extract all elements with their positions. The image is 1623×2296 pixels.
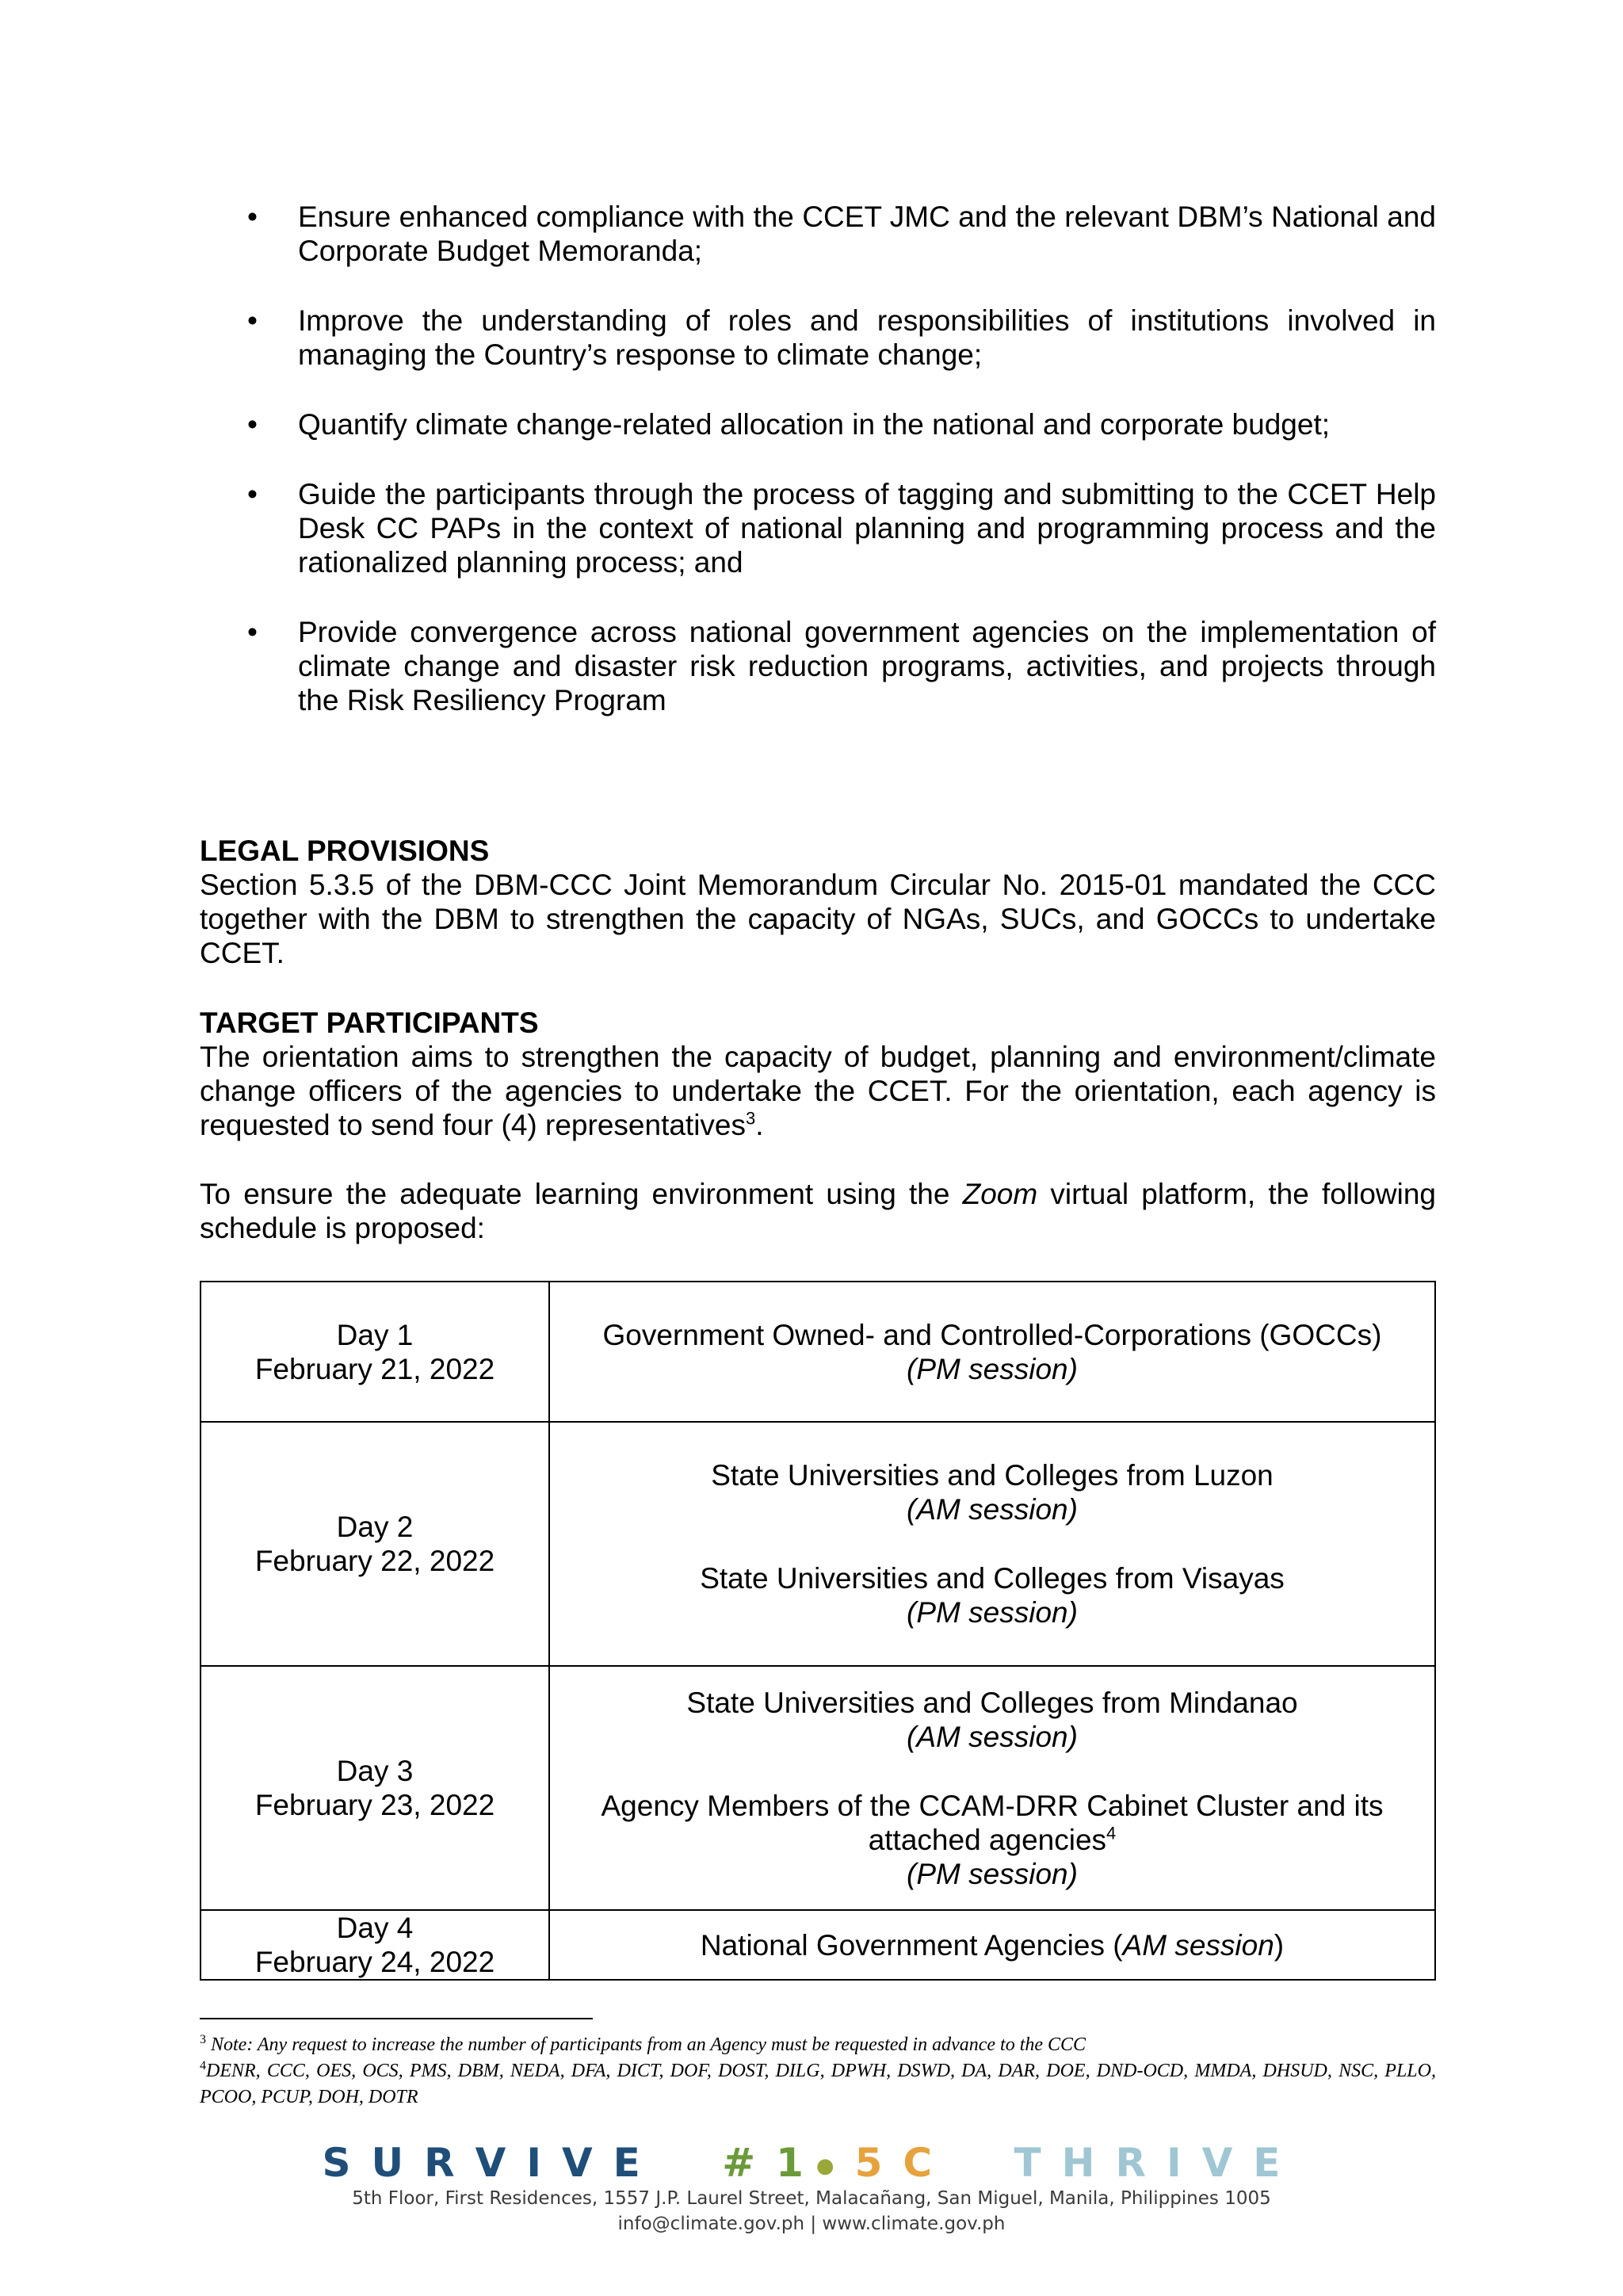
footer-contact: info@climate.gov.ph | www.climate.gov.ph xyxy=(617,2214,1006,2234)
list-item: • Provide convergence across national government agencies on the implementation of climate change and disaster risk reduction programs, activities, and projects through the Risk Resiliency Program xyxy=(247,616,1436,716)
legal-provisions-section xyxy=(200,834,1436,970)
footnote-4: $^4$DENR, CCC, OES, OCS, PMS, DBM, NEDA, DFA, DICT, DOF, DOST, DILG, DPWH, DSWD, DA, DAR, DOE, DND-OCD, MMDA, DHSUD, NSC, PLLO, PCOO, PCUP, DOH, DOTR xyxy=(200,2059,1436,2107)
footnote-ref: 3 xyxy=(746,1108,756,1129)
slogan-survive: SURVIVE xyxy=(322,2140,661,2186)
table-cell-day: Day 3 February 23, 2022 xyxy=(200,1666,549,1910)
table-row xyxy=(200,1422,1435,1666)
footnote-3: $^3$ Note: Any request to increase the number of participants from an Agency must be requested in advance to the CCC xyxy=(200,2033,1086,2055)
footer-address-block xyxy=(0,2186,1623,2237)
footnote-ref: 4 xyxy=(1106,1823,1117,1843)
schedule-intro: To ensure the adequate learning environment using the Zoom virtual platform, the following schedule is proposed: xyxy=(200,1178,1436,1244)
footer-slogan xyxy=(0,2140,1623,2186)
table-cell-participants: State Universities and Colleges from Mindanao (AM session) Agency Members of the CCAM-DRR Cabinet Cluster and its attached agencies$^4$ (PM session) xyxy=(549,1666,1435,1910)
schedule-table xyxy=(200,1281,1436,1981)
target-participants-section xyxy=(200,1006,1436,1245)
target-participants-heading: TARGET PARTICIPANTS xyxy=(200,1007,539,1039)
table-cell-day: Day 2 February 22, 2022 xyxy=(200,1422,549,1666)
list-item: • Ensure enhanced compliance with the CCET JMC and the relevant DBM’s National and Corporate Budget Memoranda; xyxy=(247,201,1436,267)
footer-address: 5th Floor, First Residences, 1557 J.P. Laurel Street, Malacañang, San Miguel, Manila, Philippines 1005 xyxy=(352,2188,1271,2209)
target-participants-body: The orientation aims to strengthen the capacity of budget, planning and environment/climate change officers of the agencies to undertake the CCET. For the orientation, each agency is requested to send four (4) representatives$^3$. xyxy=(200,1041,1436,1141)
list-item: • Quantify climate change-related allocation in the national and corporate budget; xyxy=(247,408,1331,441)
bullet-icon: • xyxy=(247,201,258,233)
table-cell-day: Day 1 February 21, 2022 xyxy=(200,1282,549,1422)
table-row xyxy=(200,1282,1435,1422)
table-row xyxy=(200,1666,1435,1910)
slogan-thrive: THRIVE xyxy=(1014,2140,1301,2186)
table-cell-participants: National Government Agencies (AM session) xyxy=(549,1910,1435,1980)
bullet-icon: • xyxy=(247,478,258,510)
table-row xyxy=(200,1910,1435,1980)
bullet-icon: • xyxy=(247,616,258,648)
slogan-5c: 5C xyxy=(854,2140,953,2186)
footnotes xyxy=(200,2032,1436,2111)
bullet-icon: • xyxy=(247,408,258,441)
legal-provisions-body: Section 5.3.5 of the DBM-CCC Joint Memorandum Circular No. 2015-01 mandated the CCC together with the DBM to strengthen the capacity of NGAs, SUCs, and GOCCs to undertake CCET. xyxy=(200,869,1436,969)
thermometer-dot-icon: ● xyxy=(815,2153,855,2178)
bullet-icon: • xyxy=(247,304,258,337)
objectives-list xyxy=(200,200,1436,753)
list-item: • Guide the participants through the process of tagging and submitting to the CCET Help Desk CC PAPs in the context of national planning and programming process and the rationalized planning process; and xyxy=(247,478,1436,579)
legal-provisions-heading: LEGAL PROVISIONS xyxy=(200,835,490,867)
table-cell-participants: State Universities and Colleges from Luzon (AM session) State Universities and Colleges from Visayas (PM session) xyxy=(549,1422,1435,1666)
slogan-hash-one: #1 xyxy=(722,2140,824,2186)
table-cell-participants: Government Owned- and Controlled-Corporations (GOCCs) (PM session) xyxy=(549,1282,1435,1422)
table-cell-day: Day 4 February 24, 2022 xyxy=(200,1910,549,1980)
list-item: • Improve the understanding of roles and responsibilities of institutions involved in managing the Country’s response to climate change; xyxy=(247,304,1436,371)
footnote-divider xyxy=(200,2018,593,2019)
